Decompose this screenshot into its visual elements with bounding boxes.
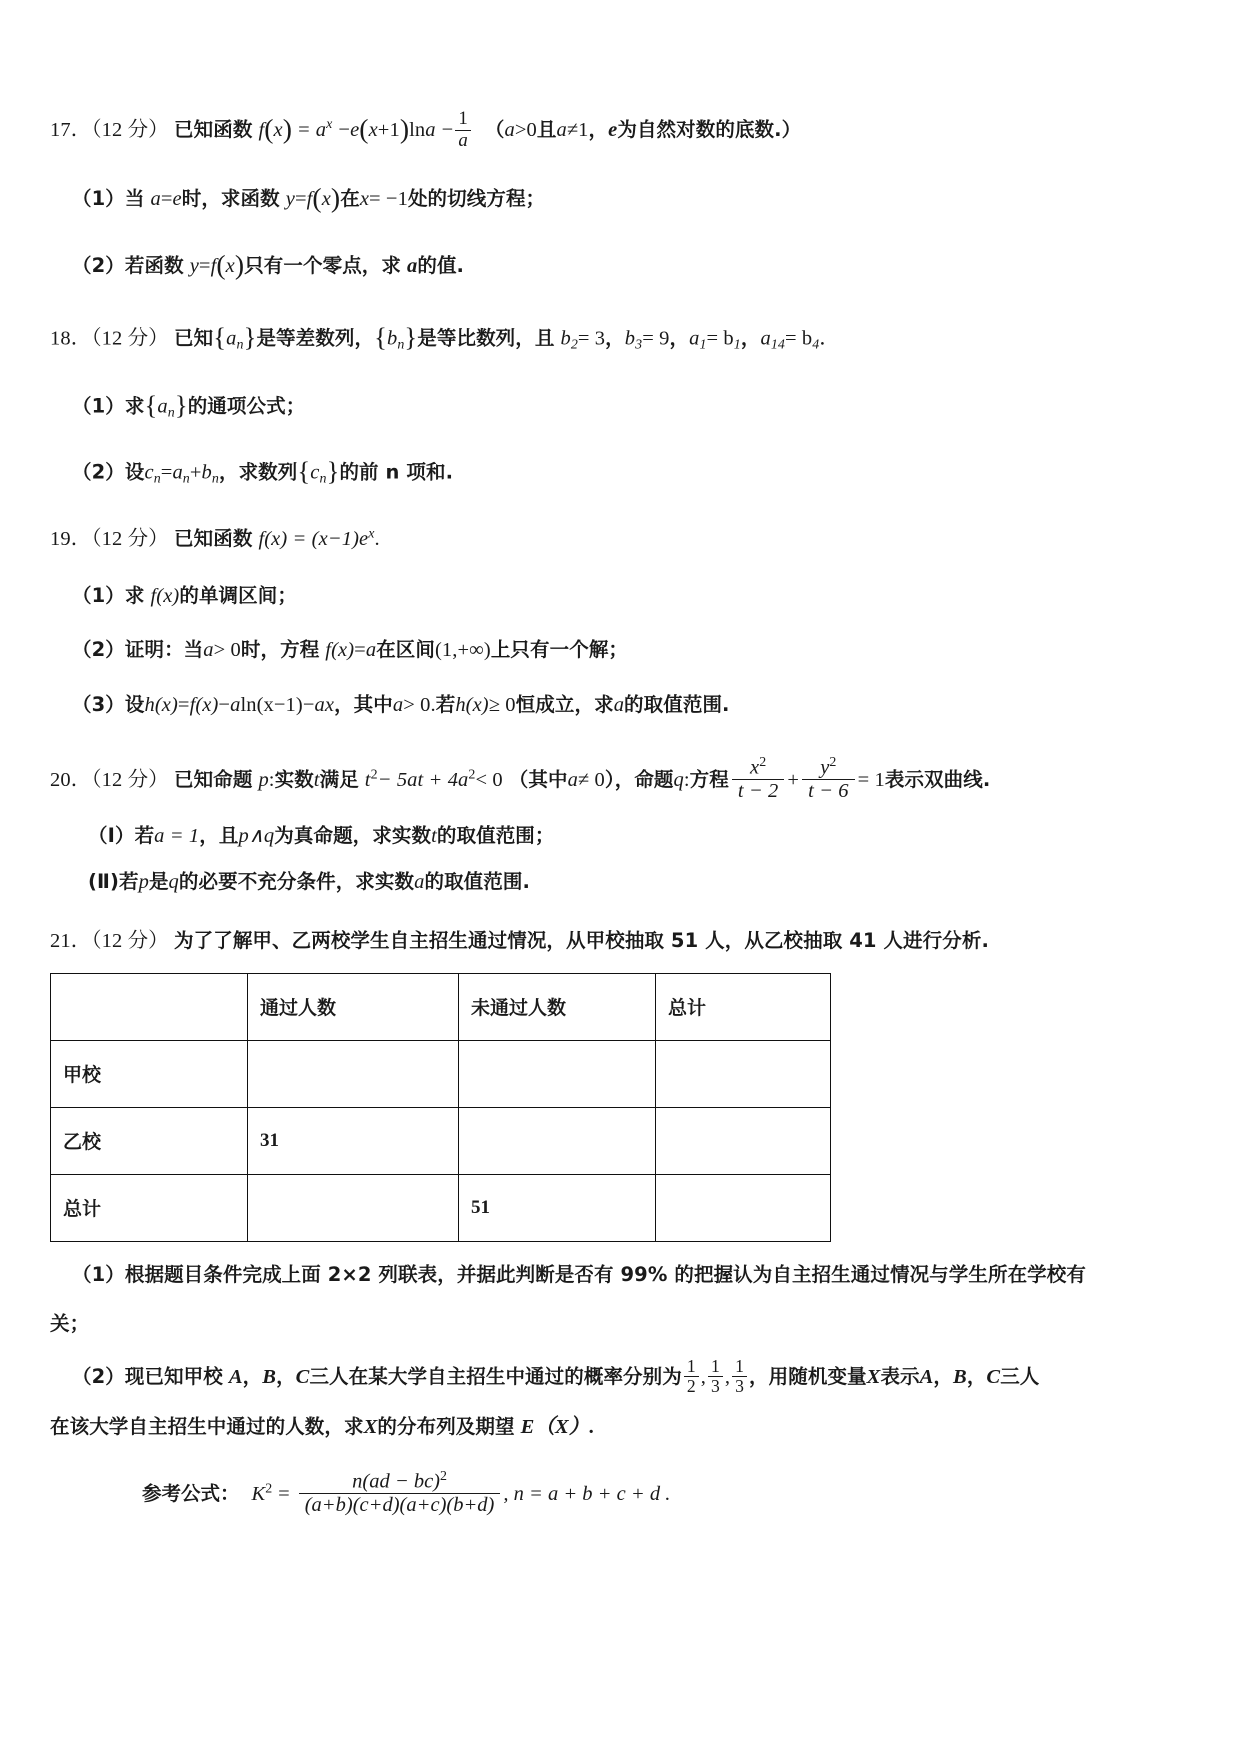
math-sub-2: 2 <box>570 337 578 353</box>
question-18-part-2: （2）设$c_n=a_n+b_n$，求数列$\{c_n\}$的前 n 项和. <box>72 455 454 487</box>
frac-num-exp: 2 <box>440 1469 447 1485</box>
math-t-sq: t <box>364 768 371 791</box>
part-text: 现已知甲校 <box>124 1365 223 1389</box>
frac-den: t − 6 <box>802 779 855 803</box>
table-header-total: 总计 <box>656 973 831 1040</box>
question-18-part-1: （1）求$\{a_n\}$的通项公式； <box>72 389 306 421</box>
table-cell-total-notpassed: 51 <box>459 1174 656 1241</box>
frac-num: 1 <box>735 1356 745 1377</box>
math-plus: + <box>377 118 390 141</box>
period: ． <box>819 327 840 350</box>
part-text2: ，且 <box>199 823 239 847</box>
text-5: 表示双曲线. <box>884 767 991 791</box>
part-text2: ，其中 <box>334 693 393 717</box>
comma: ， <box>588 117 609 141</box>
math-sub-n: n <box>236 337 244 353</box>
math-e: e <box>350 118 360 141</box>
table-header-corner <box>51 973 248 1040</box>
text-1: 实数 <box>274 767 314 791</box>
math-eq-b1: = b <box>706 327 734 350</box>
table-cell-b-passed: 31 <box>248 1107 459 1174</box>
math-x: x <box>321 187 331 210</box>
math-minus: − <box>338 118 351 141</box>
part-text: 设 <box>124 460 145 484</box>
part-label-3: （3） <box>72 693 125 717</box>
math-a: a <box>226 327 237 350</box>
table-row <box>51 1040 831 1107</box>
part-text4: 表示 <box>880 1365 920 1389</box>
frac-num: 1 <box>711 1356 720 1377</box>
part-text4: 的取值范围. <box>424 870 530 894</box>
math-q: q <box>168 871 179 894</box>
math-p-and-q: p∧q <box>238 824 275 847</box>
text-2: 是等比数列，且 <box>417 326 555 350</box>
table-header-passed: 通过人数 <box>248 973 459 1040</box>
part-text-cont2: 的分布列及期望 <box>377 1415 515 1439</box>
question-17-number: 17 <box>50 118 71 141</box>
frac-num-x: x <box>750 756 760 779</box>
question-21-part-1 <box>50 1260 1190 1291</box>
question-18-stem: 18．（12 分） 已知$\{a_n\}$是等差数列，$\{b_n\}$是等比数列，且 $b_2= 3$，$b_3= 9$，$a_1= b_1$，$a_{14}= b_4$． <box>50 321 840 353</box>
math-p: p <box>138 871 149 894</box>
fraction-denominator: a <box>455 130 471 151</box>
math-sub-n4: n <box>319 471 327 487</box>
part-text: 若 <box>134 823 155 847</box>
part-text4: 的取值范围； <box>436 823 555 847</box>
question-19-lead: 已知函数 <box>174 526 253 550</box>
part-text2: 时，方程 <box>240 638 320 662</box>
table-row-label-school-a: 甲校 <box>51 1040 248 1107</box>
math-eq-3: = 3 <box>577 327 606 350</box>
question-19-part-3 <box>50 690 1190 721</box>
math-a: a <box>567 768 578 791</box>
math-K-exp: 2 <box>265 1481 273 1497</box>
math-equals: = <box>298 118 310 141</box>
question-18-number: 18 <box>50 327 71 350</box>
table-header-not-passed: 未通过人数 <box>459 973 656 1040</box>
question-17-part-1: （1）当 a=e时，求函数 y=f(x)在x= −1处的切线方程； <box>72 181 546 213</box>
math-one: 1 <box>389 118 400 141</box>
math-a14: a <box>760 327 771 350</box>
math-exponent: x <box>368 526 375 542</box>
question-20-stem: 20．（12 分） 已知命题 p:实数t满足 $t^2- 5at + 4a^2< 0$ （其中a≠ 0），命题q:方程 $\frac{x^2}{t - 2}$ + $\frac{y^2}{t - 6}$ = 1表示双曲线. <box>50 754 991 803</box>
math-EX: E（X）. <box>520 1416 595 1439</box>
fraction-chi-square <box>299 1469 501 1517</box>
fraction-numerator: 1 <box>458 108 468 130</box>
math-equals: = <box>160 461 173 484</box>
question-17-part-2: （2）若函数 y=f(x)只有一个零点，求 a的值. <box>72 249 465 281</box>
math-f: f <box>210 255 217 278</box>
math-sub-n2: n <box>182 471 190 487</box>
math-plus: + <box>189 461 202 484</box>
math-sub-3: 3 <box>635 337 643 353</box>
math-interval: (1,+∞) <box>435 639 491 662</box>
text-and: 且 <box>536 117 557 141</box>
math-value: = −1 <box>369 187 408 210</box>
math-X: X <box>866 1366 881 1389</box>
math-t: t <box>313 768 320 791</box>
math-ax: ax <box>314 694 335 717</box>
math-c2: c <box>310 461 320 484</box>
math-equals: = <box>354 639 366 662</box>
question-18-points: （12 分） <box>91 327 169 350</box>
math-a: a <box>315 118 327 141</box>
table-cell-a-notpassed <box>459 1040 656 1107</box>
math-b: b <box>386 327 398 350</box>
question-20-part-2 <box>50 867 1190 898</box>
frac-num-exp: 2 <box>829 754 837 770</box>
part-text2: 的单调区间； <box>179 583 297 607</box>
math-C2: C <box>986 1366 1001 1389</box>
part-text: 当 <box>124 186 145 210</box>
math-y: y <box>285 187 295 210</box>
table-cell-a-total <box>656 1040 831 1107</box>
part-text3: ，用随机变量 <box>749 1365 867 1389</box>
question-20-points: （12 分） <box>91 768 169 791</box>
question-19-points: （12 分） <box>91 527 169 550</box>
part-text: 证明：当 <box>124 638 204 662</box>
question-21-points: （12 分） <box>91 930 169 953</box>
math-a2: a <box>392 694 404 717</box>
part-label-1: （1） <box>72 394 125 418</box>
part-label-2: (Ⅱ) <box>88 870 119 894</box>
part-label-1: （1） <box>72 186 125 210</box>
math-x2: x <box>368 118 378 141</box>
table-header-row <box>51 973 831 1040</box>
frac-den: 3 <box>708 1376 723 1396</box>
math-X2: X <box>363 1416 378 1439</box>
math-C: C <box>295 1366 310 1389</box>
math-a: a <box>203 639 214 662</box>
math-a: a <box>414 871 425 894</box>
text-4: 方程 <box>689 767 729 791</box>
question-19-part-2 <box>50 635 1190 666</box>
math-ln: ln <box>409 118 426 141</box>
math-A2: A <box>919 1366 934 1389</box>
math-a: a <box>172 461 183 484</box>
math-t: t <box>431 824 437 847</box>
math-f: f <box>306 187 313 210</box>
math-minus: − <box>218 694 231 717</box>
part-text3: 的值. <box>417 254 465 278</box>
part-text3: 为真命题，求实数 <box>274 823 432 847</box>
math-exponent-x: x <box>326 117 333 133</box>
math-expr-2: − 5at + 4a <box>377 768 469 791</box>
math-y: y <box>189 255 199 278</box>
math-hx: h(x) <box>144 694 178 717</box>
math-a: a <box>157 395 168 418</box>
formula-tail: , n = a + b + c + d . <box>503 1483 671 1506</box>
part-text2: 是 <box>148 870 169 894</box>
part-text5: 的取值范围. <box>624 693 730 717</box>
text-2: 满足 <box>319 767 359 791</box>
math-hx2: h(x) <box>455 694 489 717</box>
math-q: q <box>673 768 684 791</box>
frac-num-y: y <box>820 756 830 779</box>
part-label-2: （2） <box>72 460 125 484</box>
part-text: 求 <box>124 394 145 418</box>
part-text4: 恒成立，求 <box>515 693 614 717</box>
math-sub-b4: 4 <box>812 337 820 353</box>
math-gt-0: > 0 <box>403 694 431 717</box>
table-cell-total-passed <box>248 1174 459 1241</box>
math-a: a <box>230 694 241 717</box>
question-21-stem-text: 为了了解甲、乙两校学生自主招生通过情况，从甲校抽取 51 人，从乙校抽取 41 人进行分析. <box>174 929 989 953</box>
part-text3: 的必要不充分条件，求实数 <box>178 870 415 894</box>
question-21-number: 21 <box>50 930 71 953</box>
math-a3: a <box>613 694 625 717</box>
part-label-1: （1） <box>72 1262 125 1286</box>
part-label-1: （1） <box>72 583 125 607</box>
text-cond-end: ）， <box>604 767 635 791</box>
math-zero: 0 <box>526 118 537 141</box>
math-e2: e <box>608 118 618 141</box>
math-eq-b4: = b <box>784 327 813 350</box>
part-text: 求 <box>124 583 145 607</box>
math-eq-1: = 1 <box>857 768 885 791</box>
math-c: c <box>144 461 154 484</box>
table-row-label-total: 总计 <box>51 1174 248 1241</box>
math-x2: x <box>359 187 370 210</box>
frac-num: 1 <box>686 1356 696 1377</box>
math-sub-n2: n <box>397 337 405 353</box>
part-label-2: （2） <box>72 638 125 662</box>
question-19-number: 19 <box>50 527 71 550</box>
colon2: : <box>683 768 690 791</box>
math-a3: a <box>504 118 515 141</box>
frac-den: t − 2 <box>732 779 785 803</box>
part-text3: 若 <box>435 693 456 717</box>
question-18-lead: 已知 <box>174 326 214 350</box>
math-b2: b <box>560 327 571 350</box>
math-a-eq-1: a = 1 <box>154 824 200 847</box>
math-sub-n: n <box>153 471 161 487</box>
math-b3: b <box>624 327 636 350</box>
math-dot: . <box>430 694 436 717</box>
math-neq-0: ≠ 0 <box>577 768 605 791</box>
table-cell-b-total <box>656 1107 831 1174</box>
part-text4: 上只有一个解； <box>490 638 629 662</box>
text-cond: （其中 <box>508 767 568 791</box>
math-minus2: − <box>441 118 454 141</box>
frac-denominator: (a+b)(c+d)(a+c)(b+d) <box>299 1493 501 1517</box>
math-equals: = <box>177 694 190 717</box>
part-text-cont: 关； <box>50 1311 90 1335</box>
question-19-part-1 <box>50 581 1190 612</box>
math-ln: ln(x−1) <box>240 694 303 717</box>
math-a2: a <box>365 639 377 662</box>
math-eq-9: = 9 <box>642 327 670 350</box>
fraction-y2-over-t-minus-6 <box>802 755 855 803</box>
math-neq: ≠ <box>566 118 579 141</box>
fraction-x2-over-t-minus-2 <box>732 755 785 803</box>
question-17-lead: 已知函数 <box>174 117 253 141</box>
question-21-part-2-cont <box>50 1412 1190 1443</box>
math-exp-2b: 2 <box>468 767 476 783</box>
math-sub-1: 1 <box>699 337 707 353</box>
math-one2: 1 <box>578 118 589 141</box>
table-row <box>51 1107 831 1174</box>
table-row <box>51 1174 831 1241</box>
question-20-lead: 已知命题 <box>174 767 253 791</box>
math-plus: + <box>787 768 800 791</box>
part-text3: 在 <box>340 186 360 210</box>
math-f: f <box>258 118 265 141</box>
part-text3: 的前 n 项和. <box>339 460 454 484</box>
part-text: 若 <box>118 870 139 894</box>
math-sub-n3: n <box>211 471 219 487</box>
table-cell-b-notpassed <box>459 1107 656 1174</box>
part-label-1: （Ⅰ） <box>88 823 135 847</box>
math-a: a <box>150 187 161 210</box>
math-sub-14: 14 <box>770 337 785 353</box>
part-text5: 三人 <box>1000 1365 1040 1389</box>
frac-den: 2 <box>684 1376 699 1396</box>
math-b: b <box>201 461 212 484</box>
fraction-one-third-1 <box>708 1357 723 1396</box>
part-text2: ，求数列 <box>218 460 298 484</box>
math-a1: a <box>689 327 700 350</box>
part-text-cont: 在该大学自主招生中通过的人数，求 <box>50 1415 364 1439</box>
fraction-one-half <box>684 1357 699 1396</box>
text-1: 是等差数列， <box>256 326 375 350</box>
frac-den: 3 <box>732 1376 747 1396</box>
question-17-condition-tail: 为自然对数的底数.） <box>617 117 802 141</box>
math-lt-0: < 0 <box>475 768 503 791</box>
table-cell-a-passed <box>248 1040 459 1107</box>
part-label-2: （2） <box>72 1365 125 1389</box>
math-p: p <box>258 768 269 791</box>
math-a2: a <box>425 118 436 141</box>
math-a: a <box>407 255 418 278</box>
question-21-stem: 21．（12 分） 为了了解甲、乙两校学生自主招生通过情况，从甲校抽取 51 人，从乙校抽取 41 人进行分析. <box>50 929 989 953</box>
text-3: 命题 <box>634 767 674 791</box>
part-text2: 时，求函数 <box>181 186 280 210</box>
question-20-part-1 <box>50 821 1190 852</box>
math-e: e <box>172 187 182 210</box>
table-row-label-school-b: 乙校 <box>51 1107 248 1174</box>
formula-label: 参考公式： <box>142 1482 240 1506</box>
question-17-stem: 17．（12 分） 已知函数 $f(x) = a^x -e(x+1)\ln a$ − $\frac{1}{a}$ （a>0且a≠1，e为自然对数的底数.） <box>50 108 802 151</box>
math-x: x <box>225 255 235 278</box>
question-19-stem: 19．（12 分） 已知函数 $f(x) = (x-1)e^x$. <box>50 526 380 550</box>
part-text: 根据题目条件完成上面 2×2 列联表，并据此判断是否有 99% 的把握认为自主招生通过情况与学生所在学校有 <box>124 1262 1086 1286</box>
part-text2: 只有一个零点，求 <box>244 254 401 278</box>
math-equals: = <box>278 1483 290 1506</box>
fraction-one-over-a <box>455 109 471 151</box>
part-text2: 三人在某大学自主招生中通过的概率分别为 <box>309 1365 682 1389</box>
math-gt-0: > 0 <box>213 639 241 662</box>
part-text3: 在区间 <box>376 638 435 662</box>
math-fx: f(x) <box>189 694 219 717</box>
math-equals: = <box>160 187 173 210</box>
math-exp-2: 2 <box>370 767 378 783</box>
fraction-one-third-2 <box>732 1357 747 1396</box>
question-20-number: 20 <box>50 768 71 791</box>
part-text4: 处的切线方程； <box>407 186 546 210</box>
math-sub-b1: 1 <box>733 337 741 353</box>
math-fx: f(x) <box>150 584 180 607</box>
part-text2: 的通项公式； <box>187 394 306 418</box>
question-17-points: （12 分） <box>91 118 169 141</box>
math-expression: f(x) = (x−1)e <box>258 527 369 550</box>
question-21-part-2: （2）现已知甲校 A，B，C三人在某大学自主招生中通过的概率分别为 $\frac{1}{2}$ , $\frac{1}{3}$ , $\frac{1}{3}$ ，用随机变量X表示A，B，C三人 <box>72 1356 1040 1397</box>
part-text: 若函数 <box>124 254 184 278</box>
period: . <box>374 527 380 550</box>
colon: : <box>268 768 275 791</box>
part-text: 设 <box>124 693 145 717</box>
math-B: B <box>262 1366 277 1389</box>
math-a4: a <box>556 118 567 141</box>
frac-num-exp: 2 <box>759 754 767 770</box>
question-21-part-1-cont <box>50 1309 1190 1340</box>
math-sub-n: n <box>167 405 175 421</box>
math-K: K <box>251 1483 266 1506</box>
math-fx: f(x) <box>325 639 355 662</box>
math-minus2: − <box>302 694 315 717</box>
paren-open: （ <box>484 117 505 141</box>
math-x: x <box>273 118 283 141</box>
math-B2: B <box>953 1366 967 1389</box>
reference-formula <box>50 1469 1190 1517</box>
math-A: A <box>228 1366 243 1389</box>
math-ge-0: ≥ 0 <box>488 694 516 717</box>
contingency-table <box>50 973 831 1242</box>
part-label-2: （2） <box>72 254 125 278</box>
math-gt: > <box>514 118 527 141</box>
page-content <box>50 108 1190 1517</box>
frac-numerator: n(ad − bc) <box>352 1470 440 1493</box>
table-cell-grand-total <box>656 1174 831 1241</box>
